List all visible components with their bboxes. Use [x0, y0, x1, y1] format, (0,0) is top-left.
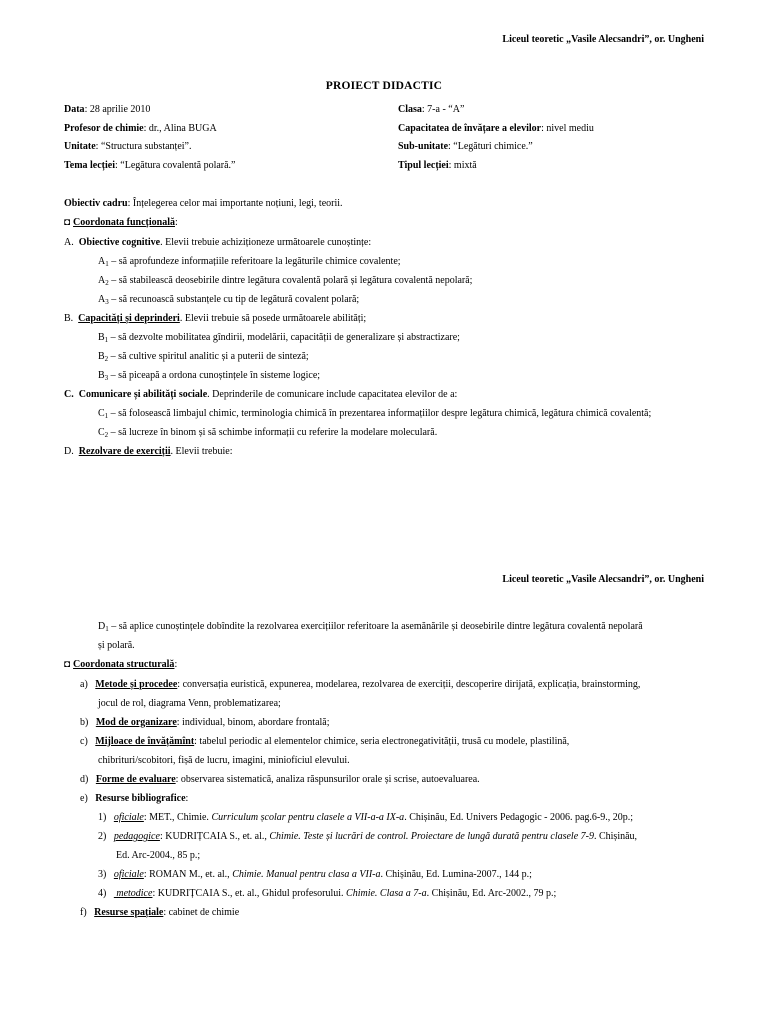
reference-item: 3) oficiale: ROMAN M., et. al., Chimie. Manual pentru clasa a VII-a. Chișinău, Ed. Lumina-2007., 144 p.;: [98, 869, 532, 880]
tema-row: [64, 160, 236, 172]
section-c: [64, 389, 457, 401]
list-item: $A_1$ – să aprofundeze informațiile referitoare la legăturile chimice covalente;: [98, 256, 401, 268]
data-row: [64, 104, 150, 116]
tema-label: Tema lecției: [64, 160, 116, 171]
reference-item-line2: Ed. Arc-2004., 85 p.;: [116, 850, 201, 861]
item-a-line1: a) Metode și procedee: conversația euristică, expunerea, modelarea, rezolvarea de exerciții, descoperire dirijată, explicația, brainstorming,: [80, 679, 641, 690]
list-item: $C_1$ – să folosească limbajul chimic, terminologia chimică în prezentarea informațiilor despre legătura chimică, legătura chimică covalentă;: [98, 408, 652, 420]
list-item: $B_1$ – să dezvolte mobilitatea gîndirii, modelării, capacității de generalizare și abstractizare;: [98, 332, 460, 344]
section-d: [64, 446, 232, 458]
list-item: $A_2$ – să stabilească deosebirile dintre legătura covalentă polară și legătura covalentă nepolară;: [98, 275, 473, 287]
capacitatea-label: Capacitatea de învățare a elevilor: [398, 123, 542, 134]
functional-heading-text: Coordonata funcțională: [73, 217, 175, 228]
school-header: Liceul teoretic „Vasile Alecsandri”, or. Ungheni: [502, 574, 704, 585]
functional-heading: [64, 217, 178, 229]
obiectiv-row: [64, 198, 343, 210]
section-d-letter: D.: [64, 446, 74, 457]
data-label: Data: [64, 104, 85, 115]
tipul-row: [398, 160, 477, 172]
clasa-value: : 7-a - “A”: [421, 104, 465, 115]
profesor-label: Profesor de chimie: [64, 123, 144, 134]
profesor-row: [64, 123, 217, 135]
school-header: Liceul teoretic „Vasile Alecsandri”, or. Ungheni: [502, 34, 704, 45]
list-item: $B_3$ – să piceapă a ordona cunoștințele în sisteme logice;: [98, 370, 321, 382]
subunitate-row: [398, 141, 533, 153]
page-title: PROIECT DIDACTIC: [325, 80, 443, 92]
section-b-letter: B.: [64, 313, 74, 324]
d1-item-line1: $D_1$ – să aplice cunoștințele dobîndite la rezolvarea exercițiilor referitoare la asemănările și deosebirile dintre legătura covalentă nepolară: [98, 621, 643, 633]
reference-item: 2) pedagogice: KUDRIȚCAIA S., et. al., Chimie. Teste și lucrări de control. Proiectare de lungă durată pentru clasele 7-9. Chișinău,: [98, 831, 638, 842]
square-bullet-icon: ◘: [64, 217, 71, 228]
tipul-value: : mixtă: [448, 160, 477, 171]
list-item: $A_3$ – să recunoască substanțele cu tip de legătură covalent polară;: [98, 294, 360, 306]
clasa-row: [398, 104, 464, 116]
section-b: [64, 313, 366, 325]
unitate-row: [64, 141, 191, 153]
data-value: : 28 aprilie 2010: [84, 104, 151, 115]
capacitatea-value: : nivel mediu: [541, 123, 594, 134]
tipul-label: Tipul lecției: [398, 160, 449, 171]
section-c-text: . Deprinderile de comunicare include capacitatea elevilor de a:: [207, 389, 458, 400]
capacitatea-row: [398, 123, 594, 135]
item-e: e) Resurse bibliografice:: [80, 793, 189, 804]
section-d-label: Rezolvare de exerciții: [78, 446, 171, 457]
unitate-value: : “Structura substanței”.: [95, 141, 192, 152]
structural-heading-text: Coordonata structurală: [73, 659, 175, 670]
section-c-letter: C.: [64, 389, 74, 400]
square-bullet-icon: ◘: [64, 659, 71, 670]
item-c-line1: c) Mijloace de învățămînt: tabelul periodic al elementelor chimice, seria electronegativității, trusă cu modele, plastilină,: [80, 736, 570, 747]
section-a: [64, 237, 371, 249]
section-c-label: Comunicare și abilități sociale: [78, 389, 208, 400]
item-f: f) Resurse spațiale: cabinet de chimie: [80, 907, 240, 918]
item-d: d) Forme de evaluare: observarea sistematică, analiza răspunsurilor orale și scrise, autoevaluarea.: [80, 774, 480, 785]
clasa-label: Clasa: [398, 104, 422, 115]
obiectiv-value: : Înțelegerea celor mai importante noțiuni, legi, teorii.: [127, 198, 343, 209]
item-a-line2: jocul de rol, diagrama Venn, problematizarea;: [98, 698, 281, 709]
subunitate-value: : “Legături chimice.”: [448, 141, 533, 152]
subunitate-label: Sub-unitate: [398, 141, 449, 152]
list-item: $B_2$ – să cultive spiritul analitic și a puterii de sinteză;: [98, 351, 309, 363]
list-item: $C_2$ – să lucreze în binom și să schimbe informații cu referire la modelare moleculară.: [98, 427, 438, 439]
reference-item: 1) oficiale: MET., Chimie. Curriculum școlar pentru clasele a VII-a-a IX-a. Chișinău, Ed. Univers Pedagogic - 2006. pag.6-9., 20p.;: [98, 812, 634, 823]
section-a-label: Obiective cognitive: [78, 237, 161, 248]
profesor-value: : dr., Alina BUGA: [143, 123, 217, 134]
item-c-line2: chibrituri/scobitori, fișă de lucru, imagini, miniofíciul elevului.: [98, 755, 350, 766]
d1-item-line2: și polară.: [98, 640, 135, 651]
tema-value: : “Legătura covalentă polară.”: [115, 160, 236, 171]
unitate-label: Unitate: [64, 141, 96, 152]
structural-heading: ◘ Coordonata structurală:: [64, 659, 178, 670]
reference-item: 4) metodice: KUDRIȚCAIA S., et. al., Ghidul profesorului. Chimie. Clasa a 7-a. Chișinău, Ed. Arc-2002., 79 p.;: [98, 888, 557, 899]
page-2: [0, 540, 768, 1024]
obiectiv-label: Obiectiv cadru: [64, 198, 128, 209]
functional-colon: :: [175, 217, 178, 228]
section-b-label: Capacități și deprinderi: [78, 313, 180, 324]
section-a-letter: A.: [64, 237, 74, 248]
section-a-text: . Elevii trebuie achiziționeze următoarele cunoștințe:: [160, 237, 372, 248]
item-b: b) Mod de organizare: individual, binom, abordare frontală;: [80, 717, 330, 728]
section-b-text: . Elevii trebuie să posede următoarele abilități;: [179, 313, 367, 324]
section-d-text: . Elevii trebuie:: [170, 446, 233, 457]
